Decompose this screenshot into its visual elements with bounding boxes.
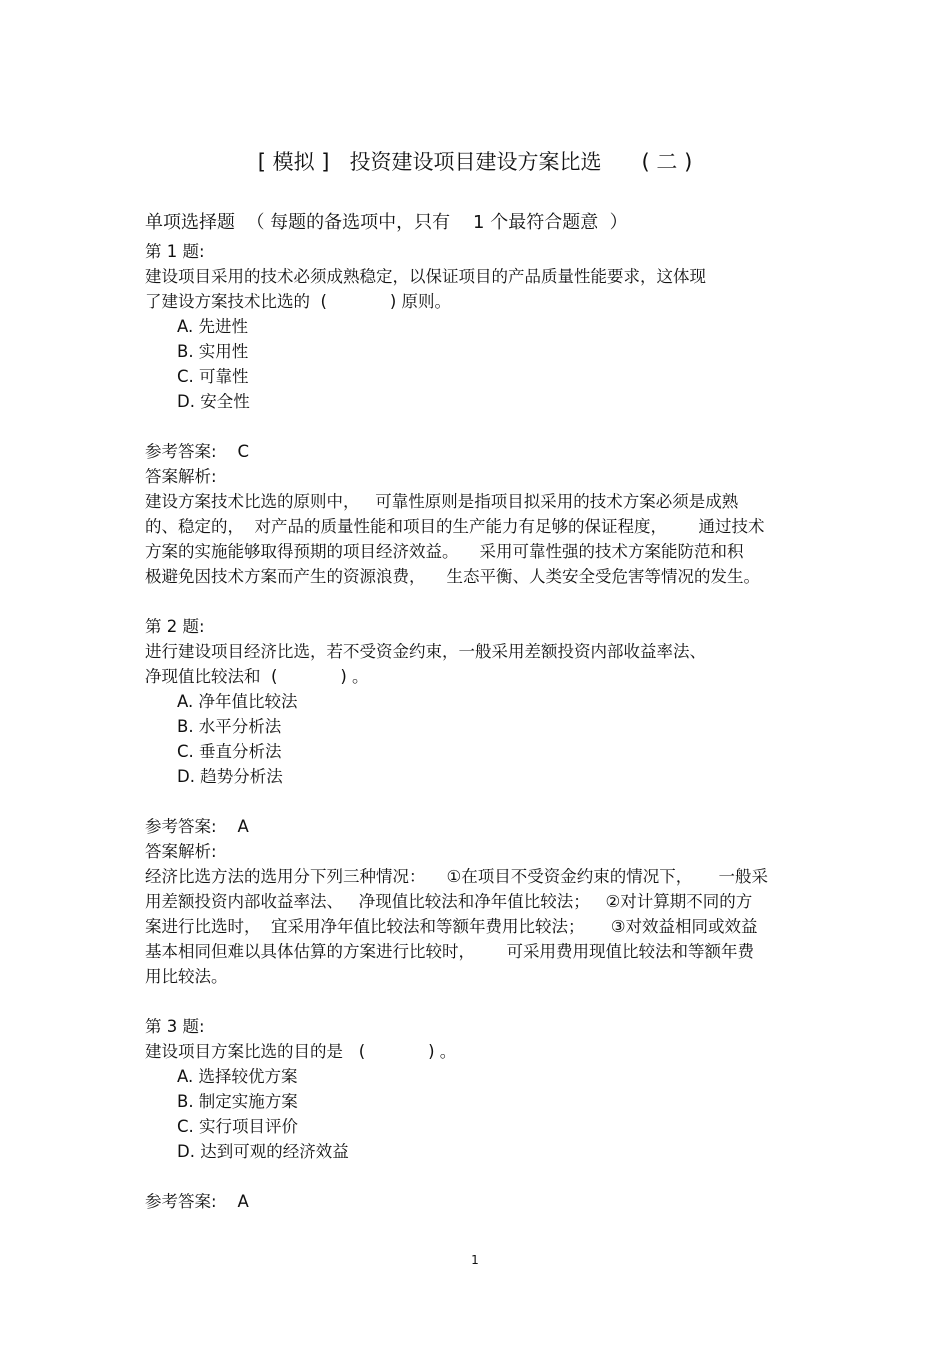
document-content — [145, 207, 810, 1214]
option-c: C. 可靠性 — [177, 367, 249, 386]
option-c: C. 垂直分析法 — [177, 742, 282, 761]
option-a: A. 净年值比较法 — [177, 692, 298, 711]
question-2 — [145, 614, 810, 989]
analysis-line: 的、稳定的， 对产品的质量性能和项目的生产能力有足够的保证程度， 通过技术 — [145, 517, 765, 536]
spacer — [145, 989, 810, 1014]
option-a: A. 选择较优方案 — [177, 1067, 298, 1086]
analysis-line: 基本相同但难以具体估算的方案进行比较时， 可采用费用现值比较法和等额年费 — [145, 942, 754, 961]
option-d: D. 安全性 — [177, 392, 250, 411]
option-b: B. 水平分析法 — [177, 717, 282, 736]
option-d: D. 趋势分析法 — [177, 767, 283, 786]
question-number: 第 2 题: — [145, 617, 205, 636]
question-number: 第 1 题: — [145, 242, 205, 261]
option-d: D. 达到可观的经济效益 — [177, 1142, 349, 1161]
question-stem-line: 建设项目方案比选的目的是 ( ) 。 — [145, 1042, 457, 1061]
reference-answer: 参考答案: C — [145, 442, 250, 461]
analysis-label: 答案解析: — [145, 842, 217, 861]
analysis-line: 用比较法。 — [145, 967, 228, 986]
analysis-line: 案进行比选时， 宜采用净年值比较法和等额年费用比较法； ③对效益相同或效益 — [145, 917, 758, 936]
question-number: 第 3 题: — [145, 1017, 205, 1036]
question-3 — [145, 1014, 810, 1214]
reference-answer: 参考答案: A — [145, 817, 249, 836]
question-stem-line: 进行建设项目经济比选，若不受资金约束，一般采用差额投资内部收益率法、 — [145, 642, 706, 661]
analysis-line: 用差额投资内部收益率法、 净现值比较法和净年值比较法； ②对计算期不同的方 — [145, 892, 753, 911]
question-stem-line: 了建设方案技术比选的 ( ) 原则。 — [145, 292, 452, 311]
page-number: 1 — [471, 1253, 479, 1267]
analysis-line: 经济比选方法的选用分下列三种情况： ①在项目不受资金约束的情况下， 一般采 — [145, 867, 768, 886]
analysis-label: 答案解析: — [145, 467, 217, 486]
question-1 — [145, 239, 810, 589]
question-stem-line: 净现值比较法和 ( ) 。 — [145, 667, 369, 686]
analysis-line: 方案的实施能够取得预期的项目经济效益。 采用可靠性强的技术方案能防范和积 — [145, 542, 744, 561]
section-heading: 单项选择题 （ 每题的备选项中，只有 1 个最符合题意 ） — [145, 212, 628, 233]
analysis-line: 建设方案技术比选的原则中， 可靠性原则是指项目拟采用的技术方案必须是成熟 — [145, 492, 739, 511]
document-title: [ 模拟 ] 投资建设项目建设方案比选 ( 二 ) — [257, 150, 693, 174]
spacer — [145, 414, 810, 439]
spacer — [145, 1164, 810, 1189]
question-stem-line: 建设项目采用的技术必须成熟稳定，以保证项目的产品质量性能要求，这体现 — [145, 267, 706, 286]
spacer — [145, 789, 810, 814]
option-b: B. 制定实施方案 — [177, 1092, 298, 1111]
spacer — [145, 589, 810, 614]
option-a: A. 先进性 — [177, 317, 248, 336]
option-b: B. 实用性 — [177, 342, 249, 361]
reference-answer: 参考答案: A — [145, 1192, 249, 1211]
option-c: C. 实行项目评价 — [177, 1117, 299, 1136]
analysis-line: 极避免因技术方案而产生的资源浪费， 生态平衡、人类安全受危害等情况的发生。 — [145, 567, 760, 586]
